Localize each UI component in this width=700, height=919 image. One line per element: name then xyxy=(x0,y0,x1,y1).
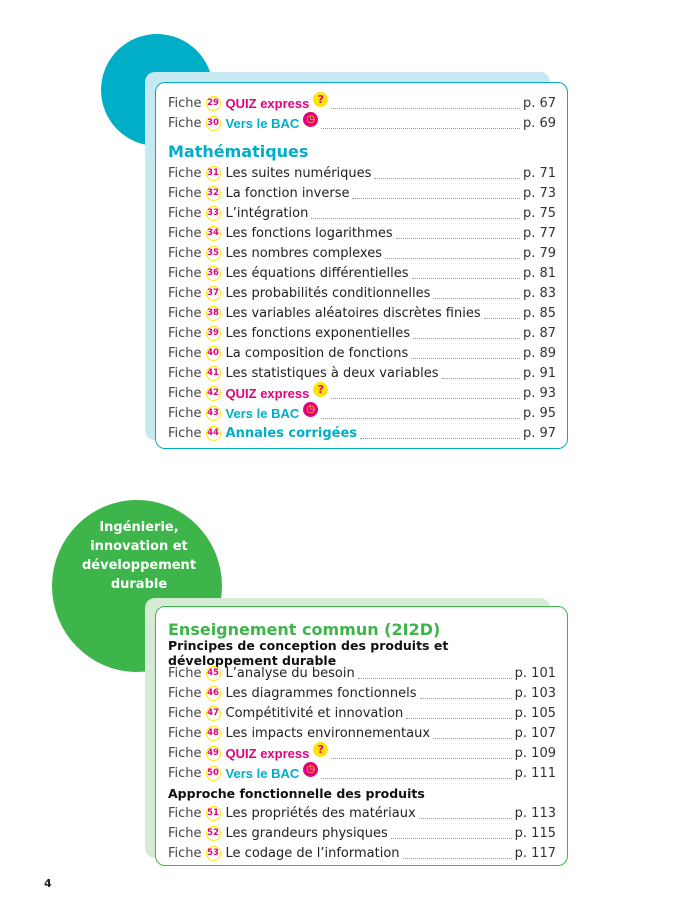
dot-leader xyxy=(433,728,512,739)
toc-entry[interactable] xyxy=(168,803,556,823)
page-ref: p. 85 xyxy=(522,305,556,321)
entry-title: QUIZ express xyxy=(225,745,310,761)
toc-entry[interactable] xyxy=(168,263,556,283)
toc-entry[interactable] xyxy=(168,363,556,383)
fiche-label: Fiche xyxy=(168,385,202,401)
fiche-number-badge: 31 xyxy=(206,166,221,181)
fiche-label: Fiche xyxy=(168,265,202,281)
fiche-label: Fiche xyxy=(168,305,202,321)
page-ref: p. 83 xyxy=(522,285,556,301)
fiche-number-badge: 30 xyxy=(206,116,221,131)
toc-entry[interactable] xyxy=(168,93,556,113)
math-toc-card xyxy=(155,82,568,449)
fiche-number-badge: 53 xyxy=(206,846,221,861)
entry-title: Vers le BAC xyxy=(225,405,300,421)
toc-entry[interactable] xyxy=(168,823,556,843)
clock-icon: ◷ xyxy=(303,762,318,777)
page-ref: p. 93 xyxy=(522,385,556,401)
dot-leader xyxy=(311,208,520,219)
page-ref: p. 67 xyxy=(522,95,556,111)
entry-title: La fonction inverse xyxy=(225,185,350,201)
fiche-label: Fiche xyxy=(168,725,202,741)
dot-leader xyxy=(420,688,512,699)
fiche-number-badge: 48 xyxy=(206,726,221,741)
entry-title: QUIZ express xyxy=(225,385,310,401)
page-ref: p. 69 xyxy=(522,115,556,131)
entry-title: Les grandeurs physiques xyxy=(225,825,388,841)
toc-list xyxy=(168,163,556,443)
toc-entry[interactable] xyxy=(168,223,556,243)
fiche-number-badge: 37 xyxy=(206,286,221,301)
fiche-label: Fiche xyxy=(168,225,202,241)
fiche-number-badge: 40 xyxy=(206,346,221,361)
page-ref: p. 103 xyxy=(514,685,556,701)
fiche-number-badge: 45 xyxy=(206,666,221,681)
page-ref: p. 87 xyxy=(522,325,556,341)
toc-entry[interactable] xyxy=(168,283,556,303)
engineering-toc-card xyxy=(155,606,568,866)
entry-title: Les suites numériques xyxy=(225,165,372,181)
question-icon: ? xyxy=(313,742,328,757)
dot-leader xyxy=(406,708,511,719)
entry-title: La composition de fonctions xyxy=(225,345,409,361)
fiche-label: Fiche xyxy=(168,745,202,761)
entry-title: Vers le BAC xyxy=(225,765,300,781)
fiche-number-badge: 50 xyxy=(206,766,221,781)
fiche-label: Fiche xyxy=(168,345,202,361)
fiche-label: Fiche xyxy=(168,185,202,201)
dot-leader xyxy=(374,168,520,179)
dot-leader xyxy=(331,98,520,109)
fiche-number-badge: 35 xyxy=(206,246,221,261)
dot-leader xyxy=(358,668,512,679)
toc-entry[interactable] xyxy=(168,703,556,723)
dot-leader xyxy=(331,388,520,399)
fiche-label: Fiche xyxy=(168,245,202,261)
entry-title: Les fonctions exponentielles xyxy=(225,325,411,341)
page-ref: p. 91 xyxy=(522,365,556,381)
entry-title: QUIZ express xyxy=(225,95,310,111)
dot-leader xyxy=(360,428,520,439)
toc-entry[interactable] xyxy=(168,843,556,863)
toc-entry[interactable] xyxy=(168,403,556,423)
entry-title: L’intégration xyxy=(225,205,309,221)
toc-entry[interactable] xyxy=(168,723,556,743)
fiche-number-badge: 47 xyxy=(206,706,221,721)
dot-leader xyxy=(413,328,520,339)
fiche-label: Fiche xyxy=(168,705,202,721)
entry-title: Les fonctions logarithmes xyxy=(225,225,393,241)
fiche-number-badge: 34 xyxy=(206,226,221,241)
toc-list xyxy=(168,803,556,863)
page-ref: p. 73 xyxy=(522,185,556,201)
fiche-number-badge: 32 xyxy=(206,186,221,201)
toc-entry[interactable] xyxy=(168,183,556,203)
fiche-label: Fiche xyxy=(168,115,202,131)
fiche-number-badge: 51 xyxy=(206,806,221,821)
entry-title: Les statistiques à deux variables xyxy=(225,365,439,381)
section-heading: Mathématiques xyxy=(168,142,309,161)
fiche-label: Fiche xyxy=(168,325,202,341)
fiche-label: Fiche xyxy=(168,205,202,221)
fiche-label: Fiche xyxy=(168,165,202,181)
toc-entry[interactable] xyxy=(168,163,556,183)
entry-title: Les équations différentielles xyxy=(225,265,409,281)
fiche-number-badge: 44 xyxy=(206,426,221,441)
clock-icon: ◷ xyxy=(303,402,318,417)
dot-leader xyxy=(433,288,520,299)
question-icon: ? xyxy=(313,382,328,397)
fiche-label: Fiche xyxy=(168,765,202,781)
entry-title: Annales corrigées xyxy=(225,425,358,441)
subheading: Principes de conception des produits et développement durable xyxy=(168,638,449,668)
question-icon: ? xyxy=(313,92,328,107)
toc-entry[interactable] xyxy=(168,203,556,223)
page-ref: p. 97 xyxy=(522,425,556,441)
page-ref: p. 105 xyxy=(514,705,556,721)
page-ref: p. 95 xyxy=(522,405,556,421)
dot-leader xyxy=(385,248,520,259)
dot-leader xyxy=(403,848,512,859)
page-ref: p. 81 xyxy=(522,265,556,281)
toc-entry[interactable] xyxy=(168,763,556,783)
fiche-number-badge: 41 xyxy=(206,366,221,381)
page-ref: p. 75 xyxy=(522,205,556,221)
fiche-label: Fiche xyxy=(168,685,202,701)
page-ref: p. 111 xyxy=(514,765,556,781)
fiche-label: Fiche xyxy=(168,365,202,381)
page-ref: p. 71 xyxy=(522,165,556,181)
toc-entry[interactable] xyxy=(168,343,556,363)
entry-title: Vers le BAC xyxy=(225,115,300,131)
dot-leader xyxy=(352,188,519,199)
subheading: Approche fonctionnelle des produits xyxy=(168,785,425,801)
toc-entry[interactable] xyxy=(168,303,556,323)
clock-icon: ◷ xyxy=(303,112,318,127)
toc-list xyxy=(168,93,556,133)
entry-title: Compétitivité et innovation xyxy=(225,705,404,721)
dot-leader xyxy=(321,768,511,779)
toc-entry[interactable] xyxy=(168,113,556,133)
dot-leader xyxy=(419,808,512,819)
dot-leader xyxy=(331,748,511,759)
entry-title: Les impacts environnementaux xyxy=(225,725,431,741)
page-number: 4 xyxy=(44,877,52,890)
page-ref: p. 79 xyxy=(522,245,556,261)
page-ref: p. 107 xyxy=(514,725,556,741)
page-ref: p. 89 xyxy=(522,345,556,361)
fiche-label: Fiche xyxy=(168,825,202,841)
dot-leader xyxy=(442,368,520,379)
fiche-number-badge: 49 xyxy=(206,746,221,761)
entry-title: Les propriétés des matériaux xyxy=(225,805,416,821)
fiche-label: Fiche xyxy=(168,405,202,421)
fiche-number-badge: 33 xyxy=(206,206,221,221)
fiche-label: Fiche xyxy=(168,95,202,111)
dot-leader xyxy=(411,348,520,359)
fiche-number-badge: 36 xyxy=(206,266,221,281)
dot-leader xyxy=(396,228,520,239)
page-ref: p. 77 xyxy=(522,225,556,241)
fiche-number-badge: 46 xyxy=(206,686,221,701)
dot-leader xyxy=(391,828,512,839)
section-circle-label: Ingénierie, innovation et développement durable xyxy=(81,520,197,592)
page-ref: p. 113 xyxy=(514,805,556,821)
toc-entry[interactable] xyxy=(168,743,556,763)
toc-entry[interactable] xyxy=(168,243,556,263)
toc-list xyxy=(168,663,556,783)
dot-leader xyxy=(321,408,520,419)
section-heading: Enseignement commun (2I2D) xyxy=(168,620,441,639)
fiche-number-badge: 38 xyxy=(206,306,221,321)
page-ref: p. 115 xyxy=(514,825,556,841)
toc-entry[interactable] xyxy=(168,383,556,403)
entry-title: L’analyse du besoin xyxy=(225,665,355,681)
fiche-number-badge: 39 xyxy=(206,326,221,341)
dot-leader xyxy=(484,308,520,319)
page-ref: p. 109 xyxy=(514,745,556,761)
fiche-label: Fiche xyxy=(168,425,202,441)
entry-title: Les diagrammes fonctionnels xyxy=(225,685,417,701)
entry-title: Les probabilités conditionnelles xyxy=(225,285,431,301)
fiche-number-badge: 29 xyxy=(206,96,221,111)
fiche-number-badge: 52 xyxy=(206,826,221,841)
dot-leader xyxy=(321,118,520,129)
fiche-label: Fiche xyxy=(168,845,202,861)
entry-title: Les nombres complexes xyxy=(225,245,382,261)
page-ref: p. 101 xyxy=(514,665,556,681)
fiche-label: Fiche xyxy=(168,285,202,301)
page-ref: p. 117 xyxy=(514,845,556,861)
toc-entry[interactable] xyxy=(168,683,556,703)
fiche-label: Fiche xyxy=(168,665,202,681)
toc-entry[interactable] xyxy=(168,423,556,443)
fiche-label: Fiche xyxy=(168,805,202,821)
entry-title: Le codage de l’information xyxy=(225,845,400,861)
dot-leader xyxy=(412,268,520,279)
fiche-number-badge: 43 xyxy=(206,406,221,421)
entry-title: Les variables aléatoires discrètes finies xyxy=(225,305,481,321)
toc-entry[interactable] xyxy=(168,323,556,343)
fiche-number-badge: 42 xyxy=(206,386,221,401)
